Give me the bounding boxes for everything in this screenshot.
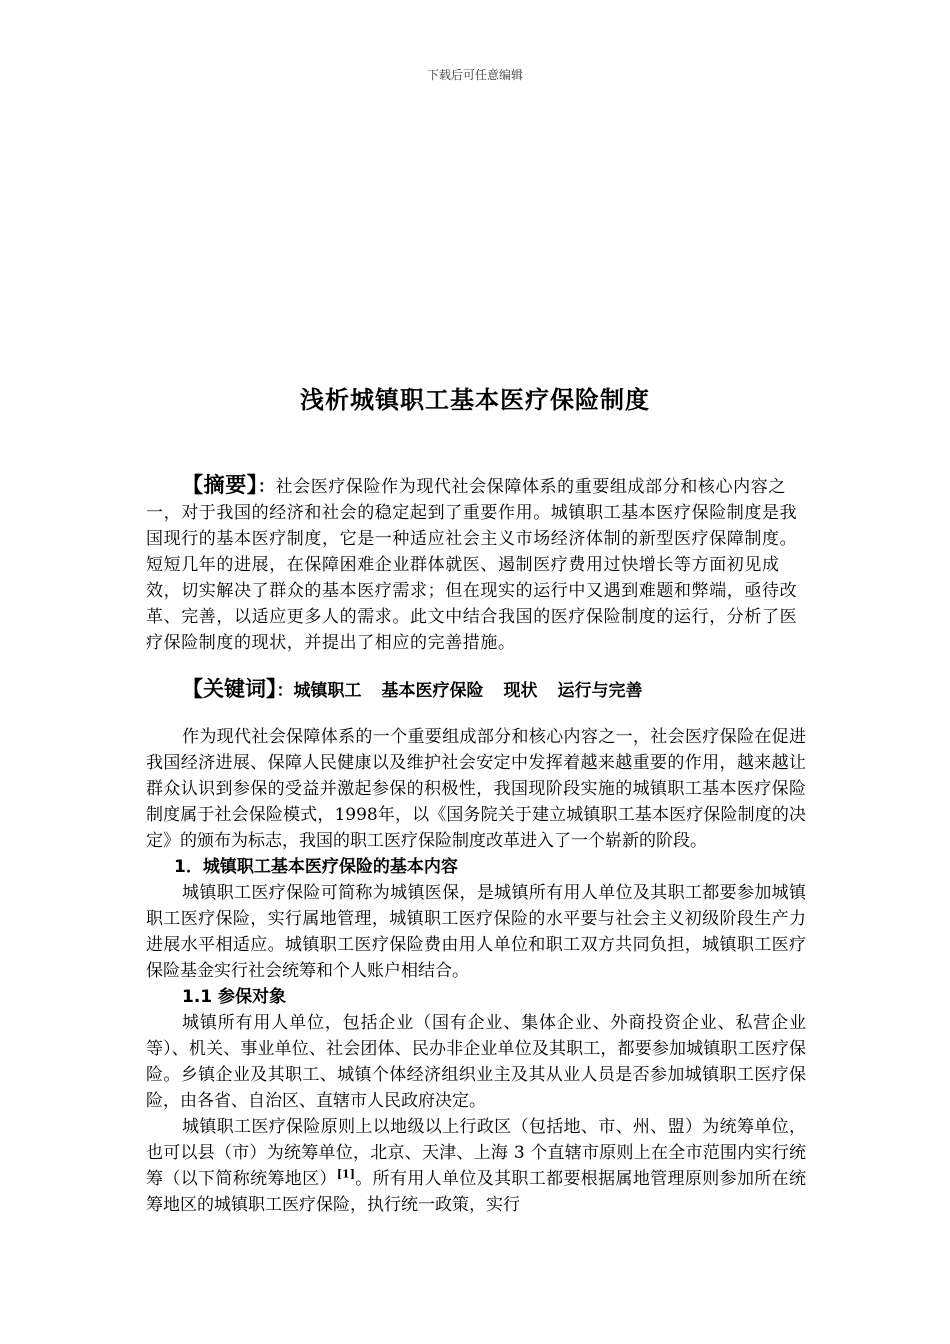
section-1-1-paragraph-1: 城镇所有用人单位，包括企业（国有企业、集体企业、外商投资企业、私营企业等）、机关、事业单位、社会团体、民办非企业单位及其职工，都要参加城镇职工医疗保险。乡镇企业及其职工、城镇个体经济组织业主及其从业人员是否参加城镇职工医疗保险，由各省、自治区、直辖市人民政府决定。 xyxy=(146,1013,806,1111)
citation-ref[interactable]: [1] xyxy=(336,1167,355,1181)
header-note: 下载后可任意编辑 xyxy=(426,68,523,82)
keyword-item: 运行与完善 xyxy=(557,681,643,701)
abstract-text: 社会医疗保险作为现代社会保障体系的重要组成部分和核心内容之一，对于我国的经济和社会的稳定起到了重要作用。城镇职工基本医疗保险制度是我国现行的基本医疗制度，它是一种适应社会主义市场经济体制的新型医疗保障制度。短短几年的进展，在保障困难企业群体就医、遏制医疗费用过快增长等方面初见成效，切实解决了群众的基本医疗需求；但在现实的运行中又遇到难题和弊端，亟待改革、完善，以适应更多人的需求。此文中结合我国的医疗保险制度的运行，分析了医疗保险制度的现状，并提出了相应的完善措施。 xyxy=(146,477,798,653)
document-title: 浅析城镇职工基本医疗保险制度 xyxy=(300,386,650,414)
paragraph-text: 城镇职工医疗保险原则上以地级以上行政区（包括地、市、州、盟）为统筹单位，也可以县（市）为统筹单位，北京、天津、上海 3 个直辖市原则上在全市范围内实行统筹（以下简称统筹地区） xyxy=(146,1117,806,1189)
section-1-paragraph: 城镇职工医疗保险可简称为城镇医保，是城镇所有用人单位及其职工都要参加城镇职工医疗保险，实行属地管理，城镇职工医疗保险的水平要与社会主义初级阶段生产力进展水平相适应。城镇职工医疗保险费由用人单位和职工双方共同负担，城镇职工医疗保险基金实行社会统筹和个人账户相结合。 xyxy=(146,883,806,981)
section-1-1-heading: 1.1 参保对象 xyxy=(182,987,287,1007)
paragraph-text: 。所有用人单位及其职工都要根据属地管理原则参加所在统筹地区的城镇职工医疗保险，执行统一政策，实行 xyxy=(146,1169,807,1215)
abstract xyxy=(146,472,806,656)
section-1-heading: 1．城镇职工基本医疗保险的基本内容 xyxy=(174,857,458,877)
section-1-1-paragraph-2 xyxy=(146,1114,806,1218)
intro-paragraph: 作为现代社会保障体系的一个重要组成部分和核心内容之一，社会医疗保险在促进我国经济进展、保障人民健康以及维护社会安定中发挥着越来越重要的作用，越来越让群众认识到参保的受益并激起参保的积极性，我国现阶段实施的城镇职工基本医疗保险制度属于社会保险模式，1998年，以《国务院关于建立城镇职工基本医疗保险制度的决定》的颁布为标志，我国的职工医疗保险制度改革进入了一个崭新的阶段。 xyxy=(146,727,806,851)
abstract-sep: ： xyxy=(257,477,276,497)
abstract-label: 【摘要】 xyxy=(182,473,258,497)
keyword-item: 现状 xyxy=(503,681,538,701)
keywords-sep: ： xyxy=(276,681,294,701)
keyword-item: 城镇职工 xyxy=(293,681,362,701)
document-body xyxy=(146,724,806,1218)
keywords-label: 【关键词】 xyxy=(182,677,277,701)
keyword-item: 基本医疗保险 xyxy=(381,681,484,701)
keywords xyxy=(146,676,806,704)
